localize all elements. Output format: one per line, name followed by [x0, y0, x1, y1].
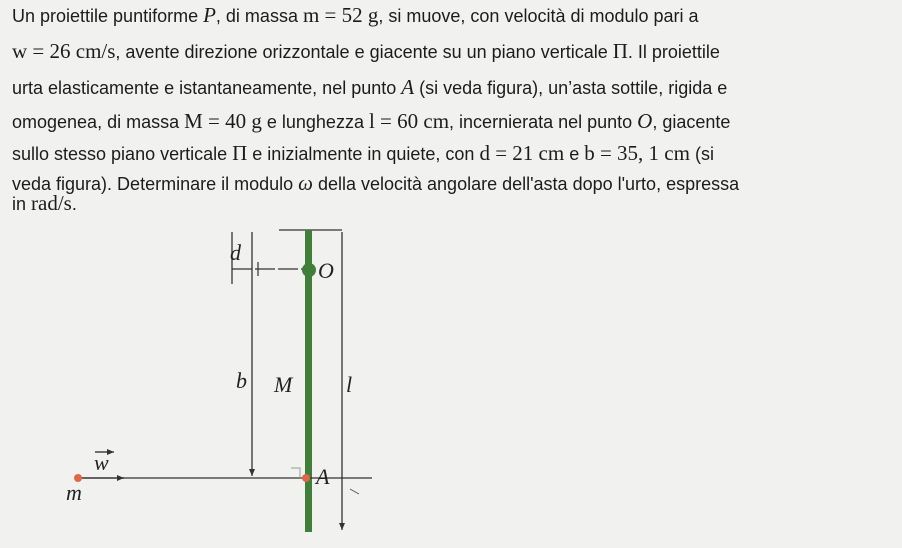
text: urta elasticamente e istantaneamente, nel punto — [12, 78, 402, 98]
text: . — [71, 194, 77, 214]
math-Pi: Π — [612, 39, 628, 63]
math-m-value: m = 52 g — [302, 3, 379, 27]
math-P: P — [203, 3, 216, 27]
pivot-O — [302, 263, 316, 277]
text: , di massa — [215, 6, 303, 26]
text: in — [12, 194, 32, 214]
text: veda figura). Determinare il modulo — [12, 174, 299, 194]
m-label: m — [66, 480, 82, 505]
text: (si — [689, 144, 714, 164]
small-tick — [350, 489, 359, 494]
math-M-value: M = 40 g — [184, 109, 262, 133]
text: e lunghezza — [261, 112, 369, 132]
text: , avente direzione orizzontale e giacente su un piano verticale — [115, 42, 613, 62]
math-d-value: d = 21 cm — [479, 141, 565, 165]
math-Pi: Π — [232, 141, 248, 165]
text: sullo stesso piano verticale — [12, 144, 233, 164]
text: . Il proiettile — [627, 42, 720, 62]
d-label: d — [230, 240, 241, 265]
math-omega: ω — [298, 171, 313, 195]
l-label: l — [346, 372, 353, 397]
O-label: O — [318, 258, 334, 283]
A-label: A — [316, 464, 330, 489]
text: (si veda figura), un’asta sottile, rigida e — [414, 78, 728, 98]
point-A-dot — [302, 474, 310, 482]
math-A: A — [401, 75, 415, 99]
math-O: O — [637, 109, 653, 133]
b-label: b — [236, 368, 247, 393]
math-unit: rad/s — [31, 191, 72, 215]
right-angle-mark — [291, 468, 300, 478]
text: , incernierata nel punto — [449, 112, 638, 132]
math-b-value: b = 35, 1 cm — [584, 141, 690, 165]
text: della velocità angolare dell'asta dopo l'urto, espressa — [312, 174, 740, 194]
w-label: w — [94, 450, 109, 475]
text: , si muove, con velocità di modulo pari a — [378, 6, 699, 26]
math-w-value: w = 26 cm/s — [12, 39, 116, 63]
math-l-value: l = 60 cm — [368, 109, 450, 133]
text: Un proiettile puntiforme — [12, 6, 204, 26]
text: e — [564, 144, 585, 164]
text: omogenea, di massa — [12, 112, 185, 132]
text: , giacente — [652, 112, 731, 132]
M-label: M — [274, 372, 293, 397]
text: e inizialmente in quiete, con — [247, 144, 480, 164]
